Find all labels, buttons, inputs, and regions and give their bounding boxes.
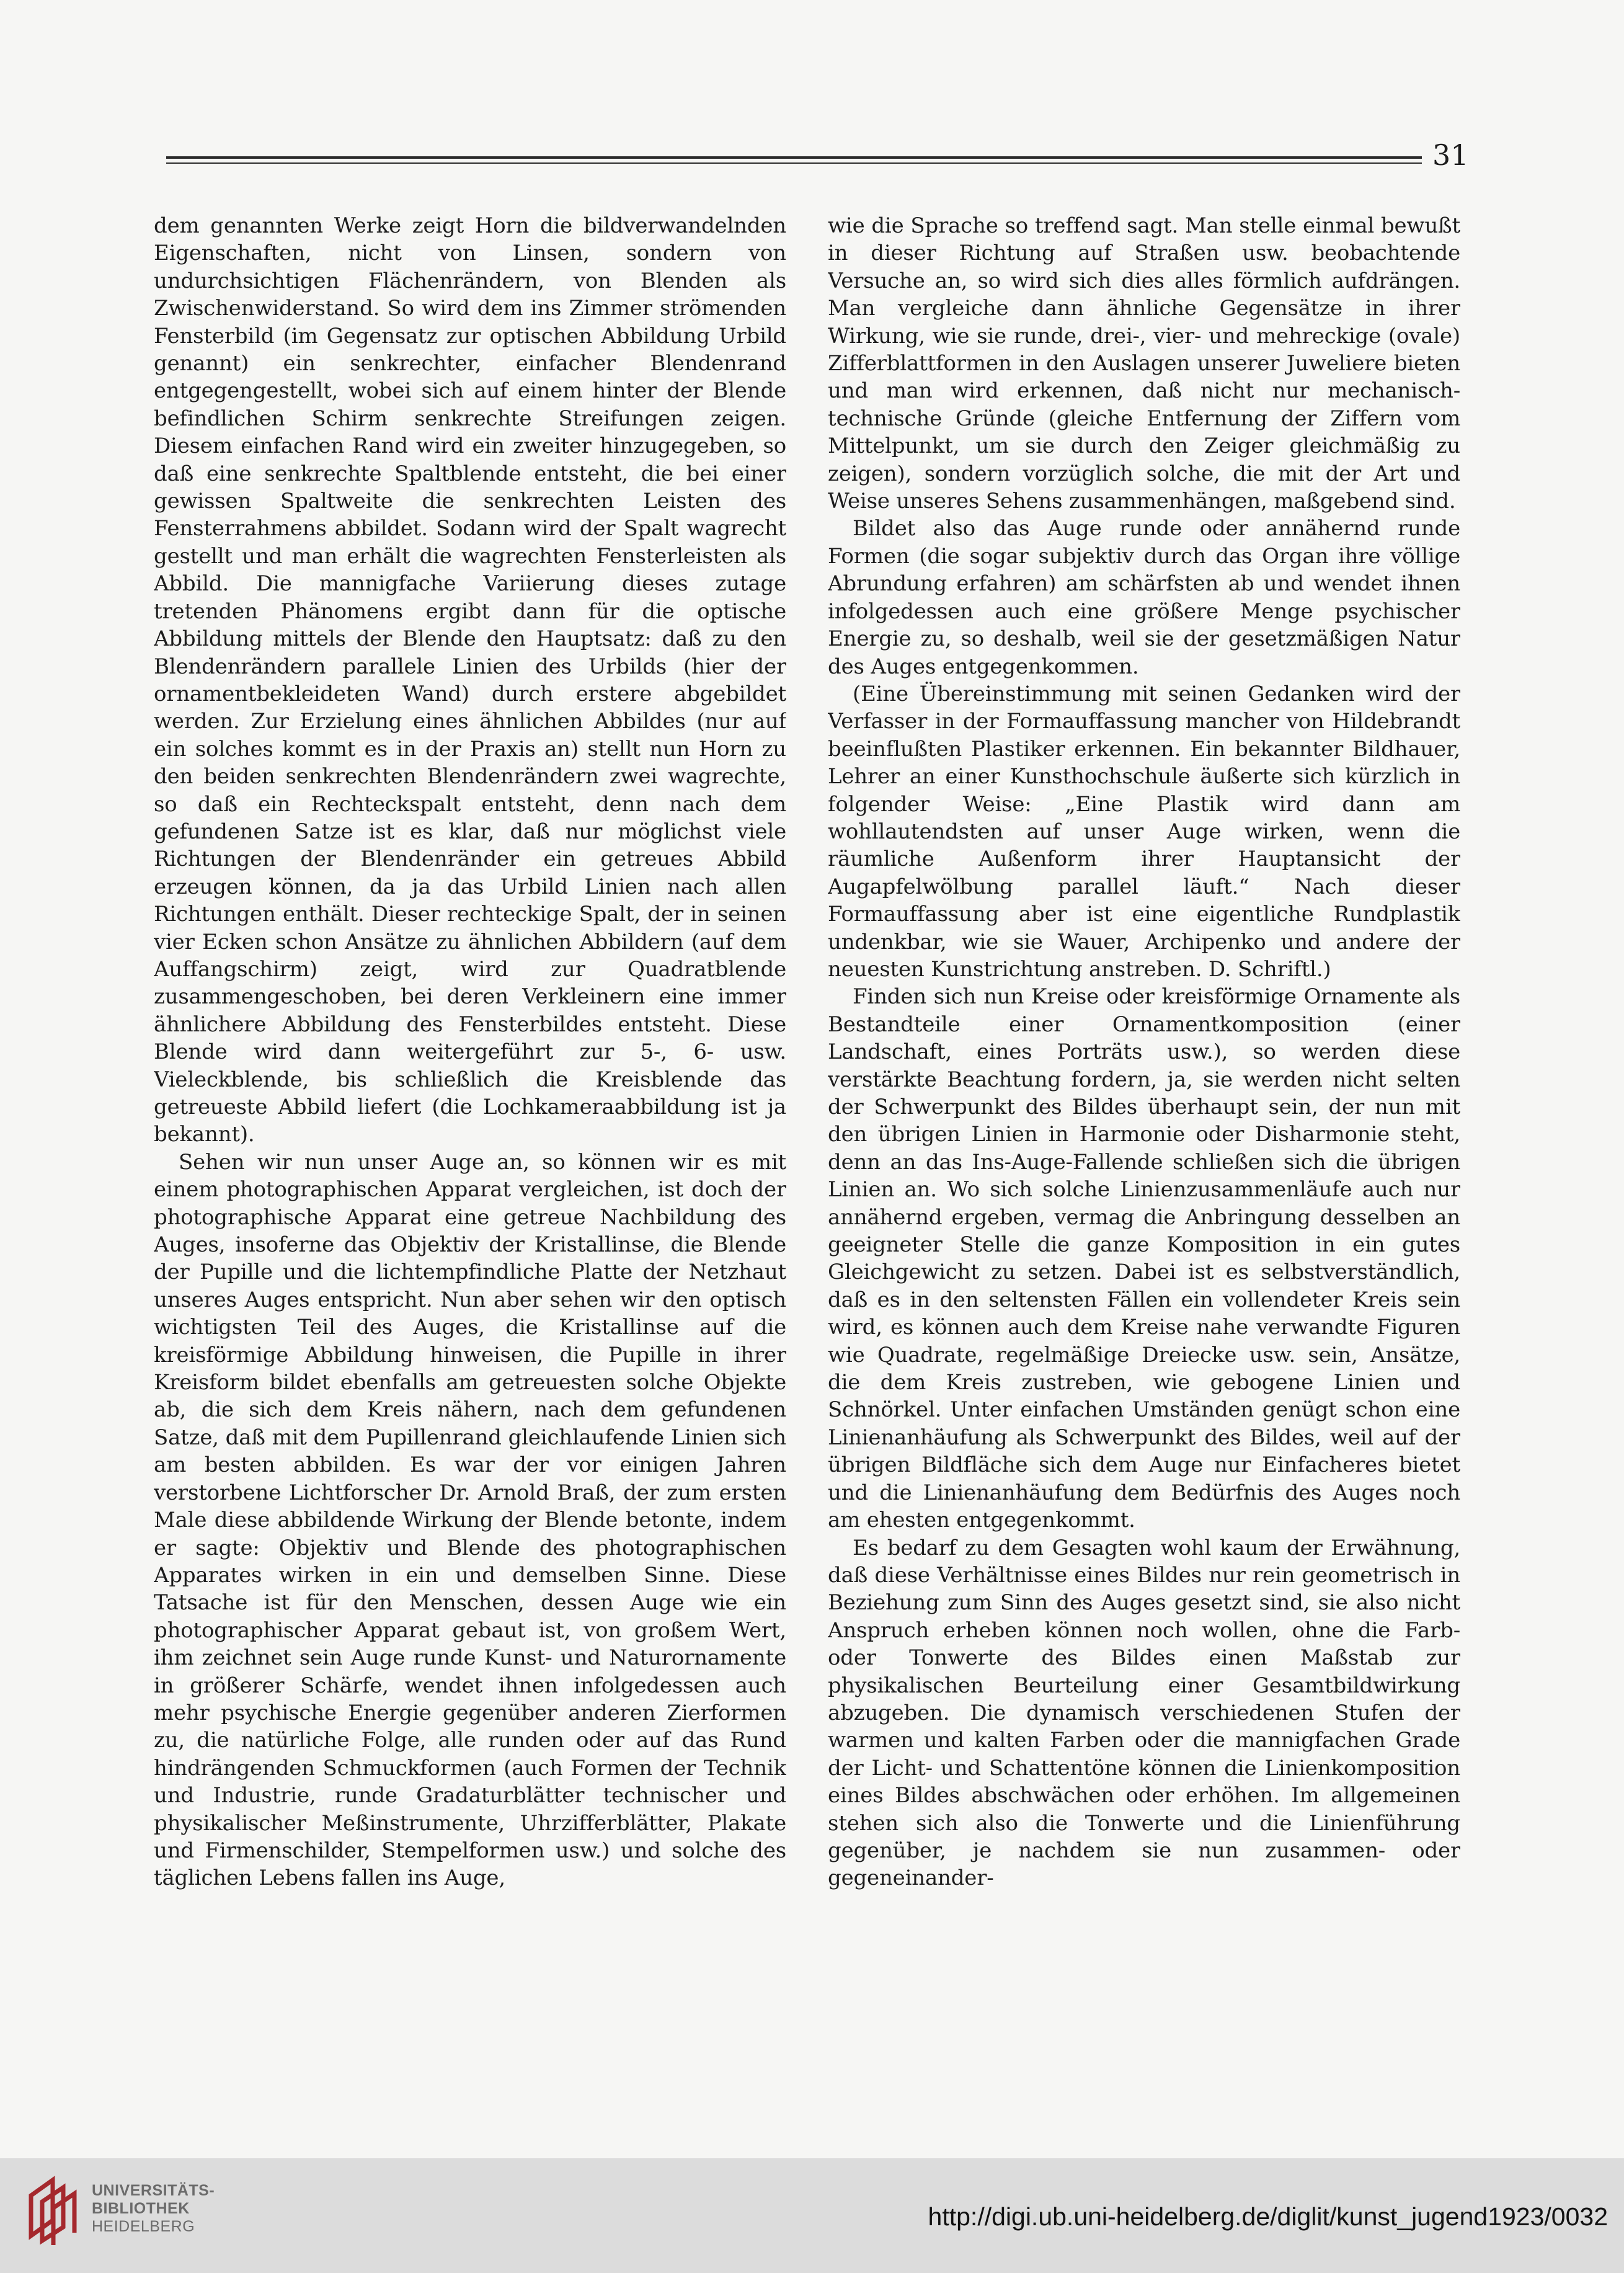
paragraph: Finden sich nun Kreise oder kreisförmige Ornamente als Bestandteile einer Ornamentkomposition (einer Landschaft, eines Porträts usw.), so werden diese verstärkte Beachtung fordern, ja, sie werden nicht selten der Schwerpunkt des Bildes überhaupt sein, der nun mit den übrigen Linien in Harmonie oder Disharmonie steht, denn an das Ins-Auge-Fallende schließen sich die übrigen Linien an. Wo sich solche Linienzusammenläufe auch nur annähernd ergeben, vermag die Anbringung desselben an geeigneter Stelle die ganze Komposition in ein gutes Gleichgewicht zu setzen. Dabei ist es selbstverständlich, daß es in den seltensten Fällen ein vollendeter Kreis sein wird, es können auch dem Kreise nahe verwandte Figuren wie Quadrate, regelmäßige Dreiecke usw. sein, Ansätze, die dem Kreis zustreben, wie gebogene Linien und Schnörkel. Unter einfachen Umständen genügt schon eine Linienanhäufung als Schwerpunkt des Bildes, weil auf der übrigen Bildfläche sich dem Auge nur Einfacheres bietet und die Linienanhäufung dem Bedürfnis des Auges noch am ehesten entgegenkommt. <box>828 984 1460 1533</box>
header-rule-thin <box>166 162 1422 164</box>
header-rule <box>166 156 1422 159</box>
paragraph: Sehen wir nun unser Auge an, so können wir es mit einem photographischen Apparat vergleichen, ist doch der photographische Apparat eine getreue Nachbildung des Auges, insoferne das Objektiv der Kristallinse, die Blende der Pupille und die lichtempfindliche Platte der Netzhaut unseres Auges entspricht. Nun aber sehen wir den optisch wichtigsten Teil des Auges, die Kristallinse auf die kreisförmige Abbildung hinweisen, die Pupille in ihrer Kreisform bildet ebenfalls am getreuesten solche Objekte ab, die sich dem Kreis nähern, nach dem gefundenen Satze, daß mit dem Pupillenrand gleichlaufende Linien sich am besten abbilden. Es war der vor einigen Jahren verstorbene Lichtforscher Dr. Arnold Braß, der zum ersten Male diese abbildende Wirkung der Blende betonte, indem er sagte: Objektiv und Blende des photographischen Apparates wirken in ein und demselben Sinne. Diese Tatsache ist für den Menschen, dessen Auge wie ein photographischer Apparat gebaut ist, von großem Wert, ihm zeichnet sein Auge runde Kunst- und Naturornamente in größerer Schärfe, wendet ihnen infolgedessen auch mehr psychische Energie gegenüber anderen Zierformen zu, die natürliche Folge, alle runden oder auf das Rund hindrängenden Schmuckformen (auch Formen der Technik und Industrie, runde Gradaturblätter technischer und physikalischer Meßinstrumente, Uhrzifferblätter, Plakate und Firmenschilder, Stempelformen usw.) und solche des täglichen Lebens fallen ins Auge, <box>154 1149 786 1891</box>
source-url-link[interactable]: http://digi.ub.uni-heidelberg.de/diglit/kunst_jugend1923/0032 <box>928 2202 1608 2231</box>
paragraph: Es bedarf zu dem Gesagten wohl kaum der Erwähnung, daß diese Verhältnisse eines Bildes nur rein geometrisch in Beziehung zum Sinn des Auges gesetzt sind, sie also nicht Anspruch erheben können noch wollen, ohne die Farb- oder Tonwerte des Bildes einen Maßstab zur physikalischen Beurteilung einer Gesamtbildwirkung abzugeben. Die dynamisch verschiedenen Stufen der warmen und kalten Farben oder die mannigfachen Grade der Licht- und Schattentöne können die Linienkomposition eines Bildes abschwächen oder erhöhen. Im allgemeinen stehen sich also die Tonwerte und die Linienführung gegenüber, je nachdem sie nun zusammen- oder gegeneinander- <box>828 1535 1460 1891</box>
right-column <box>828 212 1460 2011</box>
library-name: UNIVERSITÄTS- BIBLIOTHEK HEIDELBERG <box>92 2182 215 2235</box>
paragraph: wie die Sprache so treffend sagt. Man stelle einmal bewußt in dieser Richtung auf Straßen usw. beobachtende Versuche an, so wird sich dies alles förmlich aufdrängen. Man vergleiche dann ähnliche Gegensätze in ihrer Wirkung, wie sie runde, drei-, vier- und mehreckige (ovale) Zifferblattformen in den Auslagen unserer Juweliere bieten und man wird erkennen, daß nicht nur mechanisch-technische Gründe (gleiche Entfernung der Ziffern vom Mittelpunkt, um sie durch den Zeiger gleichmäßig zu zeigen), sondern vorzüglich solche, die mit der Art und Weise unseres Sehens zusammenhängen, maßgebend sind. <box>828 213 1460 514</box>
page-number: 31 <box>1432 138 1469 172</box>
viewer-footer <box>0 2158 1624 2273</box>
paragraph: Bildet also das Auge runde oder annähernd runde Formen (die sogar subjektiv durch das Organ ihre völlige Abrundung erfahren) am schärfsten ab und wendet ihnen infolgedessen auch eine größere Menge psychischer Energie zu, so deshalb, weil sie der gesetzmäßigen Natur des Auges entgegenkommen. <box>828 516 1460 679</box>
left-column <box>154 212 786 2011</box>
paragraph: (Eine Übereinstimmung mit seinen Gedanken wird der Verfasser in der Formauffassung mancher von Hildebrandt beeinflußten Plastiker erkennen. Ein bekannter Bildhauer, Lehrer an einer Kunsthochschule äußerte sich kürzlich in folgender Weise: „Eine Plastik wird dann am wohllautendsten auf unser Auge wirken, wenn die räumliche Außenform ihrer Hauptansicht der Augapfelwölbung parallel läuft.“ Nach dieser Formauffassung aber ist eine eigentliche Rundplastik undenkbar, wie sie Wauer, Archipenko und andere der neuesten Kunstrichtung anstreben. D. Schriftl.) <box>828 681 1460 982</box>
paragraph: dem genannten Werke zeigt Horn die bildverwandelnden Eigenschaften, nicht von Linsen, sondern von undurchsichtigen Flächenrändern, von Blenden als Zwischenwiderstand. So wird dem ins Zimmer strömenden Fensterbild (im Gegensatz zur optischen Abbildung Urbild genannt) ein senkrechter, einfacher Blendenrand entgegengestellt, wobei sich auf einem hinter der Blende befindlichen Schirm senkrechte Streifungen zeigen. Diesem einfachen Rand wird ein zweiter hinzugegeben, so daß eine senkrechte Spaltblende entsteht, die bei einer gewissen Spaltweite die senkrechten Leisten des Fensterrahmens abbildet. Sodann wird der Spalt wagrecht gestellt und man erhält die wagrechten Fensterleisten als Abbild. Die mannigfache Variierung dieses zutage tretenden Phänomens ergibt dann für die optische Abbildung mittels der Blende den Hauptsatz: daß zu den Blendenrändern parallele Linien des Urbilds (hier der ornamentbekleideten Wand) durch erstere abgebildet werden. Zur Erzielung eines ähnlichen Abbildes (nur auf ein solches kommt es in der Praxis an) stellt nun Horn zu den beiden senkrechten Blendenrändern zwei wagrechte, so daß ein Rechteckspalt entsteht, denn nach dem gefundenen Satze ist es klar, daß nur möglichst viele Richtungen der Blendenränder ein getreues Abbild erzeugen können, da ja das Urbild Linien nach allen Richtungen enthält. Dieser rechteckige Spalt, der in seinen vier Ecken schon Ansätze zu ähnlichen Abbildern (auf dem Auffangschirm) zeigt, wird zur Quadratblende zusammengeschoben, bei deren Verkleinern eine immer ähnlichere Abbildung des Fensterbildes entsteht. Diese Blende wird dann weitergeführt zur 5-, 6- usw. Vieleckblende, bis schließlich die Kreisblende das getreueste Abbild liefert (die Lochkameraabbildung ist ja bekannt). <box>154 213 786 1147</box>
library-logo-icon <box>19 2174 81 2248</box>
